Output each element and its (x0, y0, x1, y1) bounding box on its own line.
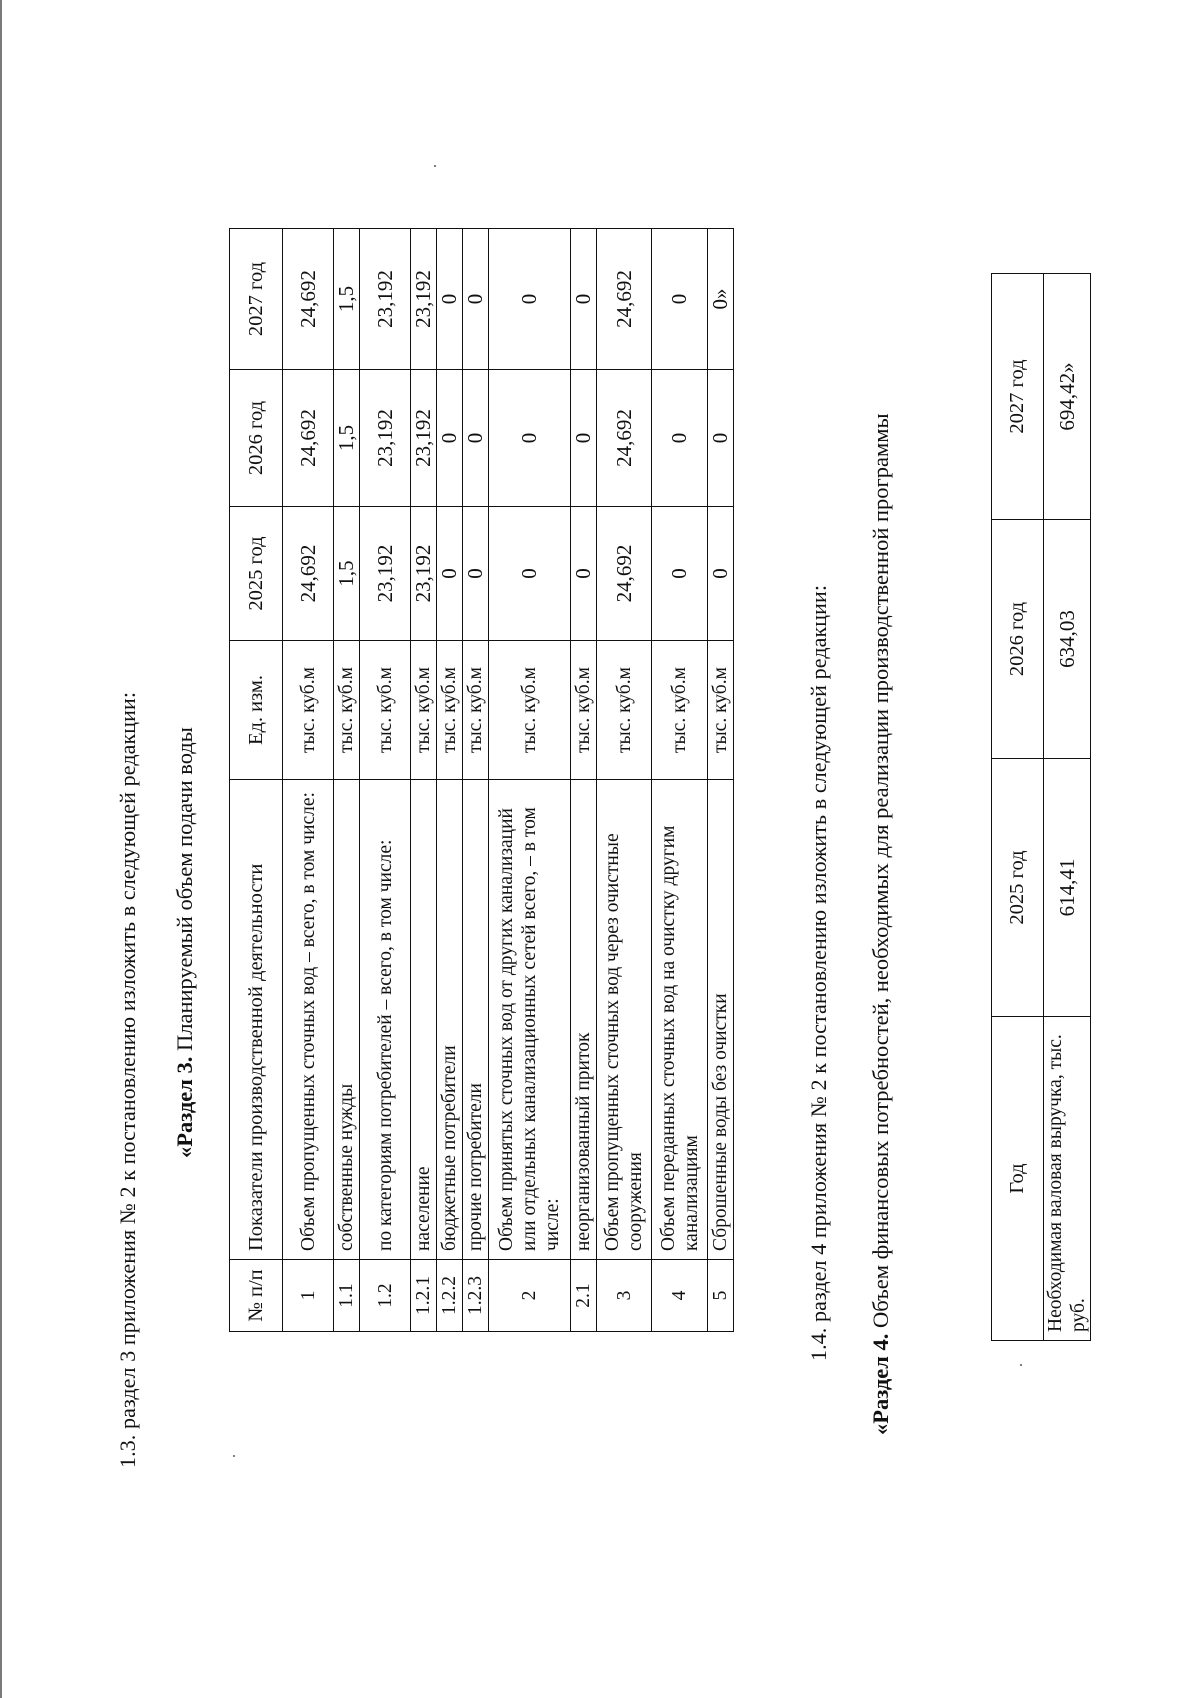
paragraph-1-4: 1.4. раздел 4 приложения № 2 к постановлению изложить в следующей редакции: (806, 584, 831, 1361)
col-header-2025: 2025 год (992, 759, 1044, 1017)
row-indicator: бюджетные потребители (437, 780, 463, 1260)
value-2026: 24,692 (283, 370, 334, 507)
value-2025: 23,192 (411, 507, 437, 641)
table-section-3 (229, 228, 734, 1332)
row-unit: тыс. куб.м (334, 641, 360, 780)
table-row (283, 229, 334, 1332)
table-row (652, 229, 708, 1332)
section-3-label: Раздел 3. (172, 1056, 197, 1147)
table-row (597, 229, 652, 1332)
row-unit: тыс. куб.м (652, 641, 708, 780)
value-2025: 0 (571, 507, 597, 641)
row-indicator: прочие потребители (463, 780, 489, 1260)
paragraph-1-3: 1.3. раздел 3 приложения № 2 к постановлению изложить в следующей редакции: (115, 691, 140, 1468)
row-number: 1.2 (360, 1260, 411, 1332)
row-number: 2 (489, 1260, 571, 1332)
value-2026: 0 (489, 370, 571, 507)
row-unit: тыс. куб.м (597, 641, 652, 780)
row-indicator: Объем принятых сточных вод от других канализаций или отдельных канализационных сетей всего, – в том числе: (489, 780, 571, 1260)
table-row (1044, 274, 1091, 1341)
value-2027: 24,692 (283, 229, 334, 370)
table-section-4 (991, 273, 1091, 1341)
table-row (489, 229, 571, 1332)
value-2026: 0 (463, 370, 489, 507)
section-3-title: Планируемый объем подачи воды (172, 727, 197, 1057)
value-2026: 23,192 (360, 370, 411, 507)
value-2026: 23,192 (411, 370, 437, 507)
col-header-2027: 2027 год (992, 274, 1044, 520)
row-indicator: Объем пропущенных сточных вод через очистные сооружения (597, 780, 652, 1260)
row-number: 1 (283, 1260, 334, 1332)
row-number: 5 (708, 1260, 734, 1332)
value-2026: 0 (571, 370, 597, 507)
value-2026: 0 (652, 370, 708, 507)
value-2027: 23,192 (411, 229, 437, 370)
value-2025: 0 (437, 507, 463, 641)
row-unit: тыс. куб.м (463, 641, 489, 780)
value-2026: 24,692 (597, 370, 652, 507)
section-3-heading (172, 727, 198, 1158)
table-row (334, 229, 360, 1332)
col-header-year: Год (992, 1017, 1044, 1341)
value-2027: 0 (437, 229, 463, 370)
value-2027: 1,5 (334, 229, 360, 370)
col-header-number: № п/п (230, 1260, 283, 1332)
value-2027: 0 (489, 229, 571, 370)
col-header-2027: 2027 год (230, 229, 283, 370)
section-4-label: Раздел 4. (868, 1333, 893, 1424)
section-4-title: Объем финансовых потребностей, необходимых для реализации производственной программы (868, 413, 893, 1334)
row-indicator: Сброшенные воды без очистки (708, 780, 734, 1260)
value-2025: 23,192 (360, 507, 411, 641)
section-4-heading (868, 413, 894, 1435)
value-2027: 0 (652, 229, 708, 370)
table-row (360, 229, 411, 1332)
row-unit: тыс. куб.м (283, 641, 334, 780)
value-2026: 0 (708, 370, 734, 507)
value-2025: 614,41 (1044, 759, 1091, 1017)
row-indicator: по категориям потребителей – всего, в том числе: (360, 780, 411, 1260)
row-unit: тыс. куб.м (571, 641, 597, 780)
row-indicator: собственные нужды (334, 780, 360, 1260)
row-unit: тыс. куб.м (708, 641, 734, 780)
value-2025: 0 (489, 507, 571, 641)
row-indicator: Объем пропущенных сточных вод – всего, в том числе: (283, 780, 334, 1260)
table-row (571, 229, 597, 1332)
row-indicator: Необходимая валовая выручка, тыс. руб. (1044, 1017, 1091, 1341)
row-number: 1.2.3 (463, 1260, 489, 1332)
row-unit: тыс. куб.м (437, 641, 463, 780)
table-row (437, 229, 463, 1332)
row-number: 4 (652, 1260, 708, 1332)
value-2027: 0» (708, 229, 734, 370)
value-2027: 0 (463, 229, 489, 370)
row-unit: тыс. куб.м (360, 641, 411, 780)
value-2027: 23,192 (360, 229, 411, 370)
value-2025: 24,692 (597, 507, 652, 641)
col-header-2026: 2026 год (230, 370, 283, 507)
value-2027: 24,692 (597, 229, 652, 370)
value-2027: 0 (571, 229, 597, 370)
section-3-open-quote: « (172, 1146, 197, 1158)
col-header-2025: 2025 год (230, 507, 283, 641)
value-2025: 0 (652, 507, 708, 641)
value-2027: 694,42» (1044, 274, 1091, 520)
col-header-2026: 2026 год (992, 520, 1044, 759)
value-2025: 0 (708, 507, 734, 641)
value-2026: 1,5 (334, 370, 360, 507)
row-number: 2.1 (571, 1260, 597, 1332)
value-2025: 0 (463, 507, 489, 641)
table-row (708, 229, 734, 1332)
row-unit: тыс. куб.м (489, 641, 571, 780)
row-number: 1.1 (334, 1260, 360, 1332)
value-2026: 634,03 (1044, 520, 1091, 759)
table-row (411, 229, 437, 1332)
value-2025: 1,5 (334, 507, 360, 641)
section-4-open-quote: « (868, 1423, 893, 1435)
table-3-header-row (230, 229, 283, 1332)
row-indicator: население (411, 780, 437, 1260)
value-2026: 0 (437, 370, 463, 507)
value-2025: 24,692 (283, 507, 334, 641)
table-4-header-row (992, 274, 1044, 1341)
row-number: 1.2.2 (437, 1260, 463, 1332)
table-row (463, 229, 489, 1332)
col-header-unit: Ед. изм. (230, 641, 283, 780)
col-header-indicator: Показатели производственной деятельности (230, 780, 283, 1260)
row-indicator: неорганизованный приток (571, 780, 597, 1260)
row-number: 3 (597, 1260, 652, 1332)
row-unit: тыс. куб.м (411, 641, 437, 780)
row-number: 1.2.1 (411, 1260, 437, 1332)
row-indicator: Объем переданных сточных вод на очистку другим канализациям (652, 780, 708, 1260)
